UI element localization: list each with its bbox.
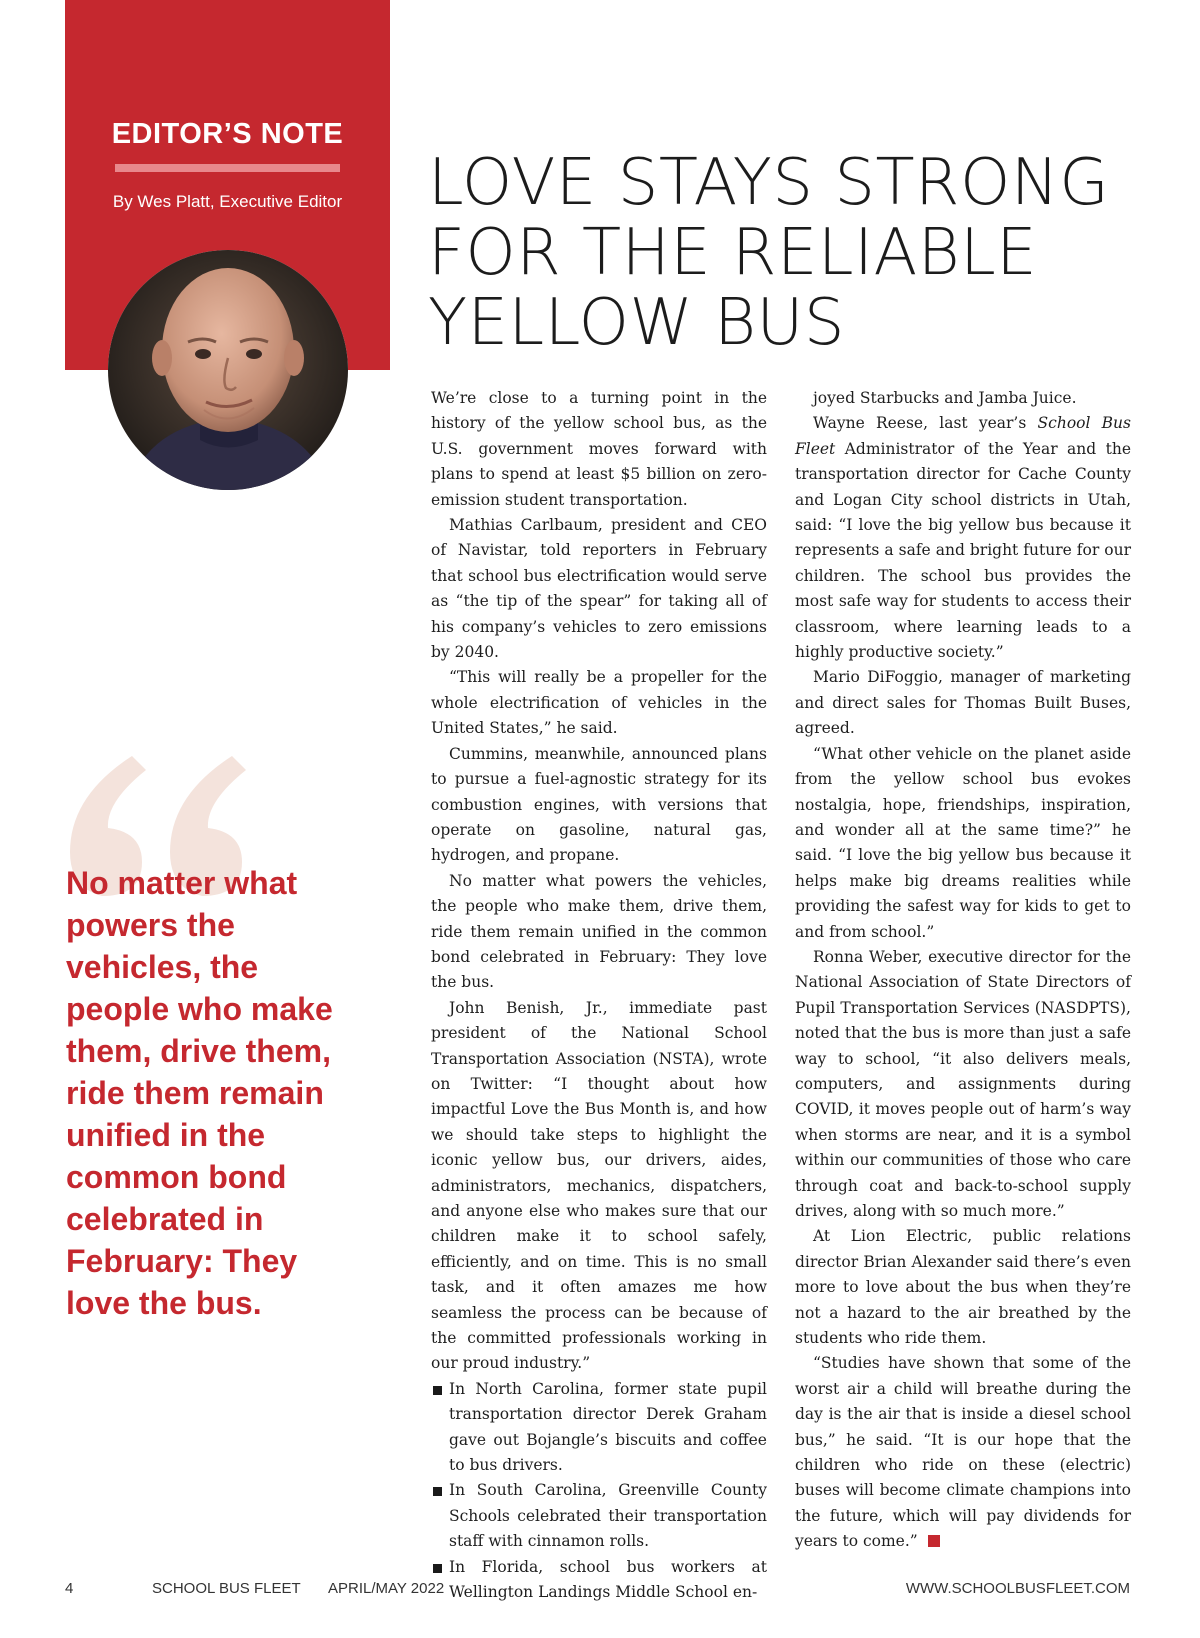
list-item: In South Carolina, Greenville County Schools celebrated their transportation staff with cinnamon rolls. bbox=[431, 1478, 767, 1554]
publication-name-footer: SCHOOL BUS FLEET bbox=[152, 1580, 301, 1597]
paragraph: No matter what powers the vehicles, the people who make them, drive them, ride them remain unified in the common bond celebrated in February: They love the bus. bbox=[431, 871, 767, 992]
paragraph: Mathias Carlbaum, president and CEO of Navistar, told reporters in February that school bus electrification would serve as “the tip of the spear” for taking all of his company’s vehicles to zero emissions by 2040. bbox=[431, 516, 767, 662]
author-portrait bbox=[108, 250, 348, 490]
text-run: “Studies have shown that some of the worst air a child will breathe during the day is the air that is inside a diesel school bus,” he said. “It is our hope that the children who ride on these (electric) buses will become climate champions into the future, which will pay dividends for years to come.” bbox=[795, 1354, 1131, 1551]
article-column-2 bbox=[795, 386, 1131, 1555]
byline: By Wes Platt, Executive Editor bbox=[112, 192, 343, 211]
text-run: Wayne Reese, last year’s bbox=[813, 414, 1038, 433]
paragraph-continuation: joyed Starbucks and Jamba Juice. bbox=[813, 389, 1077, 407]
pull-quote: No matter what powers the vehicles, the people who make them, drive them, ride them remain unified in the common bond celebrated in February: They love the bus. bbox=[66, 865, 333, 1321]
paragraph: “What other vehicle on the planet aside from the yellow school bus evokes nostalgia, hope, friendships, inspiration, and wonder all at the same time?” he said. “I love the big yellow bus because it helps make big dreams realities while providing the safest way for kids to get to and from school.” bbox=[795, 744, 1131, 941]
end-of-article-mark bbox=[928, 1535, 940, 1547]
author-photo-image bbox=[108, 250, 348, 490]
paragraph: Cummins, meanwhile, announced plans to pursue a fuel-agnostic strategy for its combustion engines, with versions that operate on gasoline, natural gas, hydrogen, and propane. bbox=[431, 744, 767, 865]
list-item: In North Carolina, former state pupil transportation director Derek Graham gave out Bojangle’s biscuits and coffee to bus drivers. bbox=[431, 1377, 767, 1479]
text-run: Administrator of the Year and the transportation director for Cache County and Logan City school districts in Utah, said: “I love the big yellow bus because it represents a safe and bright future for our children. The school bus provides the most safe way for students to access their classroom, where learning leads to a highly productive society.” bbox=[795, 439, 1131, 662]
paragraph bbox=[795, 1351, 1131, 1554]
list-item: In Florida, school bus workers at Wellington Landings Middle School en- bbox=[431, 1555, 767, 1606]
website-link[interactable]: WWW.SCHOOLBUSFLEET.COM bbox=[905, 1580, 1130, 1597]
issue-date: APRIL/MAY 2022 bbox=[328, 1580, 445, 1597]
section-label: EDITOR’S NOTE bbox=[111, 118, 344, 150]
headline-line: LOVE STAYS STRONG bbox=[428, 146, 1110, 220]
article-column-1 bbox=[431, 386, 767, 1606]
page-number: 4 bbox=[65, 1580, 74, 1597]
paragraph: John Benish, Jr., immediate past president of the National School Transportation Association (NSTA), wrote on Twitter: “I thought about how impactful Love the Bus Month is, and how we should take steps to highlight the iconic yellow bus, our drivers, aides, administrators, mechanics, dispatchers, and anyone else who makes sure that our children make it to school safely, efficiently, and on time. This is no small task, and it often amazes me how seamless the process can be because of the committed professionals working in our proud industry.” bbox=[431, 998, 767, 1373]
publication-name: School Bus Fleet bbox=[795, 414, 1131, 458]
article-headline bbox=[428, 148, 1148, 358]
paragraph: Mario DiFoggio, manager of marketing and direct sales for Thomas Built Buses, agreed. bbox=[795, 668, 1131, 738]
bullet-list bbox=[431, 1377, 767, 1606]
section-divider bbox=[115, 164, 340, 172]
paragraph: We’re close to a turning point in the history of the yellow school bus, as the U.S. government moves forward with plans to spend at least $5 billion on zero-emission student transportation. bbox=[431, 389, 767, 509]
headline-line: FOR THE RELIABLE bbox=[428, 216, 1038, 290]
paragraph: Ronna Weber, executive director for the National Association of State Directors of Pupil Transportation Services (NASDPTS), noted that the bus is more than just a safe way to school, “it also delivers meals, computers, and assignments during COVID, it moves people out of harm’s way when storms are near, and it is a symbol within our communities of those who care through coat and back-to-school supply drives, along with so much more.” bbox=[795, 947, 1131, 1220]
paragraph: At Lion Electric, public relations director Brian Alexander said there’s even more to love about the bus when they’re not a hazard to the air breathed by the students who ride them. bbox=[795, 1227, 1131, 1348]
paragraph: “This will really be a propeller for the whole electrification of vehicles in the United States,” he said. bbox=[431, 668, 767, 738]
paragraph bbox=[795, 411, 1131, 665]
headline-line: YELLOW BUS bbox=[428, 286, 845, 360]
